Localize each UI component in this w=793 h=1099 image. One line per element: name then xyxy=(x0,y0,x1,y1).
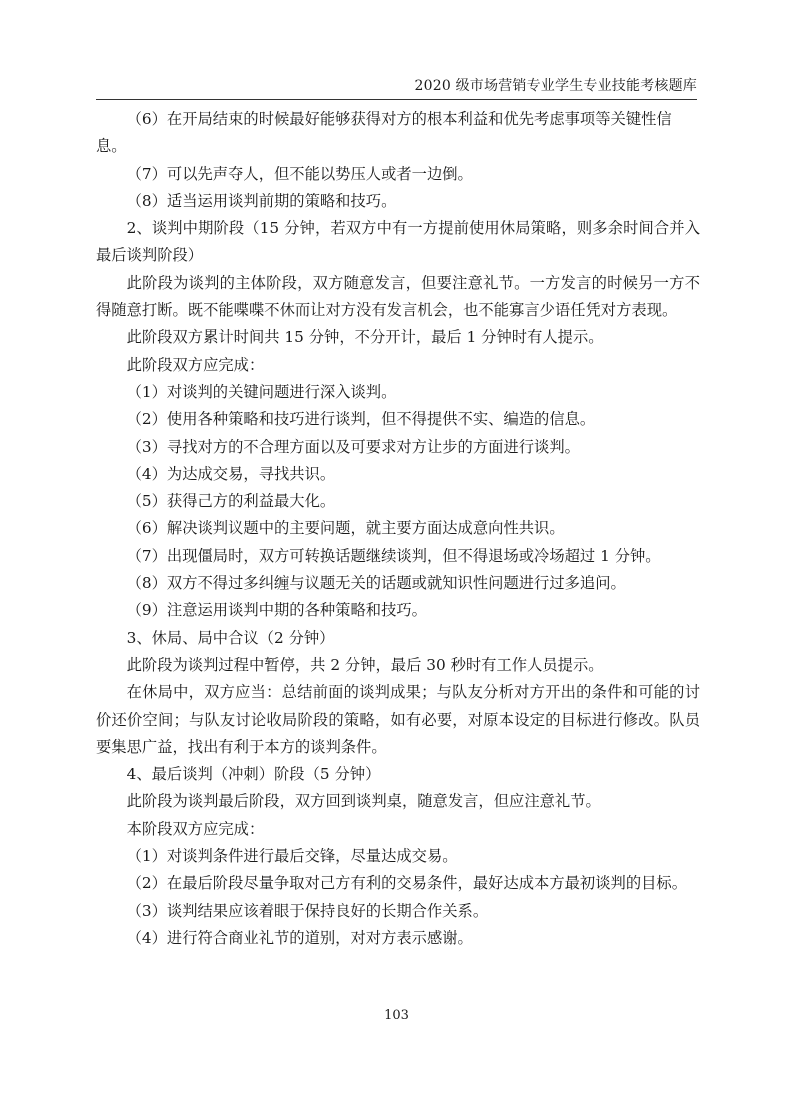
paragraph: 在休局中，双方应当：总结前面的谈判成果；与队友分析对方开出的条件和可能的讨价还价空间；与队友讨论收局阶段的策略，如有必要，对原本设定的目标进行修改。队员要集思广益，找出有利于本方的谈判条件。 xyxy=(96,683,700,756)
paragraph: 此阶段双方累计时间共 15 分钟，不分开计，最后 1 分钟时有人提示。 xyxy=(126,328,604,347)
page-number: 103 xyxy=(384,1008,409,1023)
list-item: （2）在最后阶段尽量争取对己方有利的交易条件，最好达成本方最初谈判的目标。 xyxy=(126,874,688,893)
list-item: （7）可以先声夺人，但不能以势压人或者一边倒。 xyxy=(126,164,473,183)
paragraph: 此阶段为谈判最后阶段，双方回到谈判桌，随意发言，但应注意礼节。 xyxy=(126,792,601,811)
list-item: （4）进行符合商业礼节的道别，对对方表示感谢。 xyxy=(126,928,473,947)
list-item: （6）在开局结束的时候最好能够获得对方的根本利益和优先考虑事项等关键性信息。 xyxy=(96,110,672,156)
list-item: （1）对谈判的关键问题进行深入谈判。 xyxy=(126,382,397,401)
list-item: （6）解决谈判议题中的主要问题，就主要方面达成意向性共识。 xyxy=(126,519,565,538)
list-item: （8）适当运用谈判前期的策略和技巧。 xyxy=(126,191,397,210)
list-item: （5）获得己方的利益最大化。 xyxy=(126,492,336,511)
paragraph: 此阶段双方应完成： xyxy=(126,355,265,374)
list-item: （2）使用各种策略和技巧进行谈判，但不得提供不实、编造的信息。 xyxy=(126,410,596,429)
paragraph: 本阶段双方应完成： xyxy=(126,819,265,838)
paragraph: 此阶段为谈判过程中暂停，共 2 分钟，最后 30 秒时有工作人员提示。 xyxy=(126,655,604,674)
list-item: （4）为达成交易，寻找共识。 xyxy=(126,464,336,483)
list-item: （7）出现僵局时，双方可转换话题继续谈判，但不得退场或冷场超过 1 分钟。 xyxy=(126,546,661,565)
list-item: （9）注意运用谈判中期的各种策略和技巧。 xyxy=(126,601,427,620)
page-header: 2020 级市场营销专业学生专业技能考核题库 xyxy=(414,78,697,94)
header-rule xyxy=(96,99,697,100)
section-heading: 4、最后谈判（冲刺）阶段（5 分钟） xyxy=(126,765,381,784)
list-item: （3）寻找对方的不合理方面以及可要求对方让步的方面进行谈判。 xyxy=(126,437,580,456)
document-body xyxy=(96,106,700,952)
section-heading: 3、休局、局中合议（2 分钟） xyxy=(126,628,335,647)
list-item: （3）谈判结果应该着眼于保持良好的长期合作关系。 xyxy=(126,901,489,920)
paragraph: 此阶段为谈判的主体阶段，双方随意发言，但要注意礼节。一方发言的时候另一方不得随意打断。既不能喋喋不休而让对方没有发言机会，也不能寡言少语任凭对方表现。 xyxy=(96,273,700,320)
list-item: （8）双方不得过多纠缠与议题无关的话题或就知识性问题进行过多追问。 xyxy=(126,574,626,593)
list-item: （1）对谈判条件进行最后交锋，尽量达成交易。 xyxy=(126,847,458,866)
section-heading: 2、谈判中期阶段（15 分钟，若双方中有一方提前使用休局策略，则多余时间合并入最后谈判阶段） xyxy=(96,219,700,265)
